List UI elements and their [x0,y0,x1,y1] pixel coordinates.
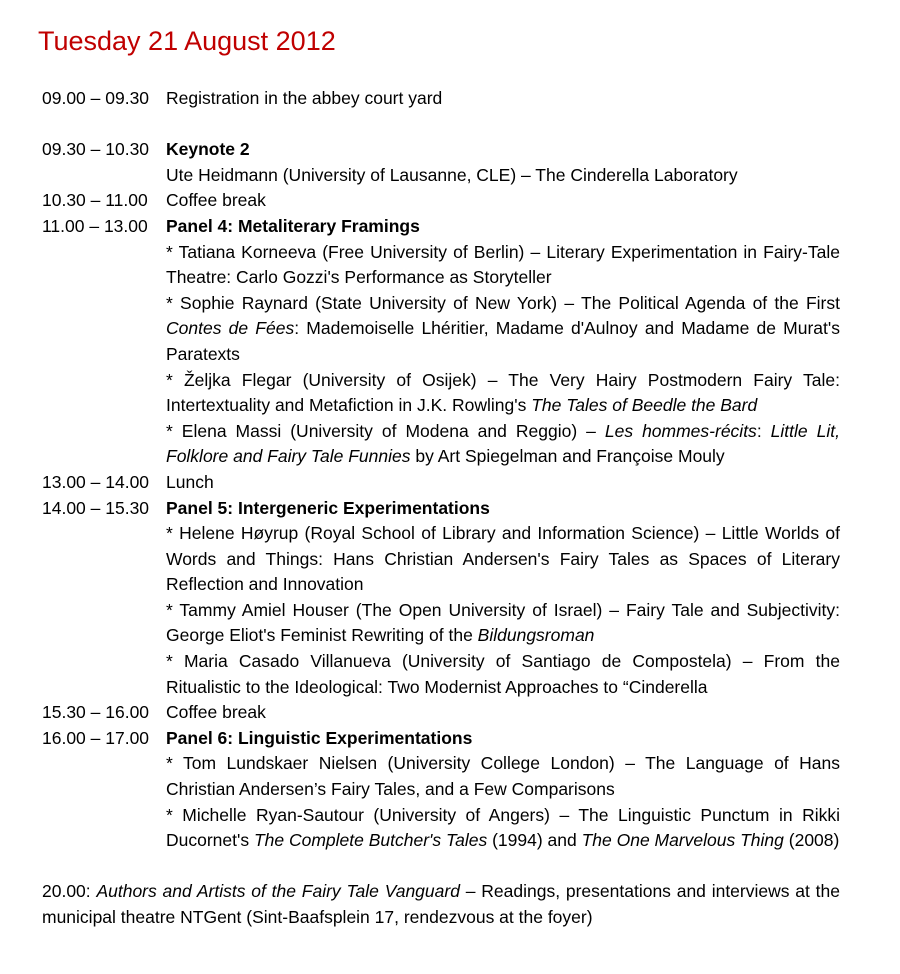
talk-text: * Elena Massi (University of Modena and Reggio) – [166,420,605,441]
talk-entry [42,803,840,854]
schedule-row [42,726,840,752]
time-slot: 13.00 – 14.00 [42,471,150,492]
talk-text: (2008) [783,830,840,851]
talk-text: * Sophie Raynard (State University of New York) – The Political Agenda of the First [166,292,840,313]
schedule [42,86,840,931]
talk-entry: * Tom Lundskaer Nielsen (University College London) – The Language of Hans Christian Andersen’s Fairy Tales, and a Few Comparisons [166,753,840,800]
time-slot: 09.30 – 10.30 [42,139,150,160]
event-text: Registration in the abbey court yard [166,88,443,108]
session-heading: Panel 4: Metaliterary Framings [166,215,420,236]
talk-text: : Mademoiselle Lhéritier, Madame d'Aulnoy and Madame de Murat's Paratexts [166,318,840,364]
talk-entry: Ute Heidmann (University of Lausanne, CLE) – The Cinderella Laboratory [166,164,738,185]
talk-text: by Art Spiegelman and Françoise Mouly [410,446,725,467]
evening-event [42,879,840,930]
spacer [42,112,840,138]
schedule-row [42,700,840,726]
talk-entry: * Helene Høyrup (Royal School of Library and Information Science) – Little Worlds of Words and Things: Hans Christian Andersen's Fairy Tales as Spaces of Literary Reflection and Innovation [166,523,840,595]
session-heading: Panel 5: Intergeneric Experimentations [166,497,490,518]
talk-entry: * Tatiana Korneeva (Free University of Berlin) – Literary Experimentation in Fairy-Tale Theatre: Carlo Gozzi's Performance as Storyteller [166,241,840,288]
talk-title: The Complete Butcher's Tales [253,830,488,851]
time-slot: 14.00 – 15.30 [42,497,150,518]
talk-entry [42,368,840,419]
talk-title: Little Lit, Folklore and Fairy Tale Funnies [166,420,840,467]
talk-title: Contes de Fées [166,318,295,339]
session-heading: Panel 6: Linguistic Experimentations [166,727,473,748]
talk-title: Bildungsroman [477,625,595,646]
schedule-row [42,137,840,163]
session-heading: Keynote 2 [166,139,250,160]
talk-text: (1994) and [487,830,582,851]
event-text: Coffee break [166,190,266,211]
event-title: Authors and Artists of the Fairy Tale Vanguard [96,881,460,902]
talk-text: * Željka Flegar (University of Osijek) – The Very Hairy Postmodern Fairy Tale: Intertextuality and Metafiction in J.K. Rowling's [166,369,840,416]
schedule-row [42,188,840,214]
time-slot: 09.00 – 09.30 [42,88,150,108]
talk-entry [42,419,840,470]
time-slot: 11.00 – 13.00 [42,215,148,236]
schedule-row [42,496,840,522]
talk-entry [42,291,840,368]
time-slot: 15.30 – 16.00 [42,702,150,723]
talk-text: : [756,420,771,441]
event-text: Coffee break [166,702,266,723]
event-time: 20.00: [42,881,97,902]
schedule-row [42,86,840,112]
time-slot: 16.00 – 17.00 [42,727,150,748]
schedule-row [42,214,840,240]
talk-title: Les hommes-récits [604,420,757,441]
time-slot: 10.30 – 11.00 [42,190,148,211]
talk-entry [42,598,840,649]
talk-text: * Michelle Ryan-Sautour (University of Angers) – The Linguistic Punctum in Rikki Ducornet's [166,804,840,851]
talk-text: * Tammy Amiel Houser (The Open University of Israel) – Fairy Tale and Subjectivity: George Eliot's Feminist Rewriting of the [166,599,840,646]
page-title: Tuesday 21 August 2012 [38,26,336,56]
talk-entry: * Maria Casado Villanueva (University of Santiago de Compostela) – From the Ritualistic to the Ideological: Two Modernist Approaches to “Cinderella [166,651,840,697]
talk-title: The Tales of Beedle the Bard [531,395,758,416]
schedule-row [42,470,840,496]
event-text: Lunch [166,471,214,492]
event-description: – Readings, presentations and interviews at the municipal theatre NTGent (Sint-Baafsplein 17, rendezvous at the foyer) [42,881,841,927]
spacer [42,854,840,880]
talk-title: The One Marvelous Thing [581,830,784,851]
